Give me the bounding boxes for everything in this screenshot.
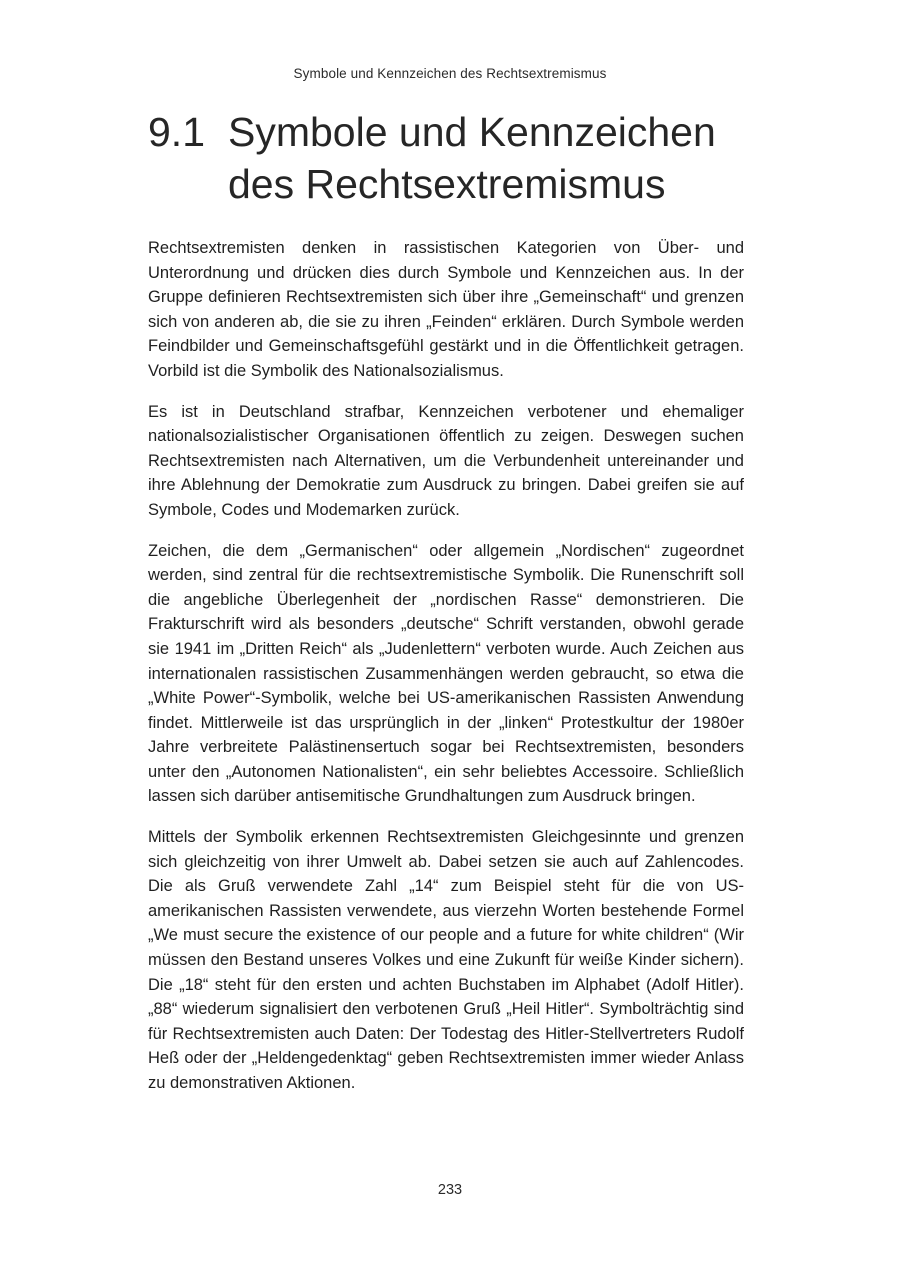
- paragraph-4: Mittels der Symbolik erkennen Rechtsextremisten Gleichgesinnte und grenzen sich gleichzeitig von ihrer Umwelt ab. Dabei setzen sie auch auf Zahlencodes. Die als Gruß verwendete Zahl „14“ zum Beispiel steht für die von US-amerikanischen Rassisten verwendete, aus vierzehn Worten bestehende Formel „We must secure the existence of our people and a future for white children“ (Wir müssen den Bestand unseres Volkes und eine Zukunft für weiße Kinder sichern). Die „18“ steht für den ersten und achten Buchstaben im Alphabet (Adolf Hitler). „88“ wiederum signalisiert den verbotenen Gruß „Heil Hitler“. Symbolträchtig sind für Rechtsextremisten auch Daten: Der Todestag des Hitler-Stellvertreters Rudolf Heß oder der „Heldengedenktag“ geben Rechtsextremisten immer wieder Anlass zu demonstrativen Aktionen.: [148, 828, 744, 1092]
- paragraph-2: Es ist in Deutschland strafbar, Kennzeichen verbotener und ehemaliger nationalsozialistischer Organisationen öffentlich zu zeigen. Deswegen suchen Rechtsextremisten nach Alternativen, um die Verbundenheit untereinander und ihre Ablehnung der Demokratie zum Ausdruck zu bringen. Dabei greifen sie auf Symbole, Codes und Modemarken zurück.: [148, 402, 744, 519]
- paragraph-1: Rechtsextremisten denken in rassistischen Kategorien von Über- und Unterordnung und drücken dies durch Symbole und Kennzeichen aus. In der Gruppe definieren Rechtsextremisten sich über ihre „Gemeinschaft“ und grenzen sich von anderen ab, die sie zu ihren „Feinden“ erklären. Durch Symbole werden Feindbilder und Gemeinschaftsgefühl gestärkt und in die Öffentlichkeit getragen. Vorbild ist die Symbolik des Nationalsozialismus.: [148, 239, 744, 380]
- chapter-heading: [148, 106, 768, 210]
- paragraph-3: Zeichen, die dem „Germanischen“ oder allgemein „Nordischen“ zugeordnet werden, sind zentral für die rechtsextremistische Symbolik. Die Runenschrift soll die angebliche Überlegenheit der „nordischen Rasse“ demonstrieren. Die Frakturschrift wird als besonders „deutsche“ Schrift verstanden, obwohl gerade sie 1941 im „Dritten Reich“ als „Judenlettern“ verboten wurde. Auch Zeichen aus internationalen rassistischen Zusammenhängen werden gebraucht, so etwa die „White Power“-Symbolik, welche bei US-amerikanischen Rassisten Anwendung findet. Mittlerweile ist das ursprünglich in der „linken“ Protestkultur der 1980er Jahre verbreitete Palästinensertuch sogar bei Rechtsextremisten, besonders unter den „Autonomen Nationalisten“, ein sehr beliebtes Accessoire. Schließlich lassen sich darüber antisemitische Grundhaltungen zum Ausdruck bringen.: [148, 541, 744, 806]
- page-number: 233: [437, 1182, 463, 1198]
- section-number: 9.1: [148, 109, 205, 155]
- body-text: [148, 236, 744, 1112]
- section-title: Symbole und Kennzeichen des Rechtsextremismus: [228, 109, 716, 207]
- running-head: Symbole und Kennzeichen des Rechtsextremismus: [293, 66, 607, 81]
